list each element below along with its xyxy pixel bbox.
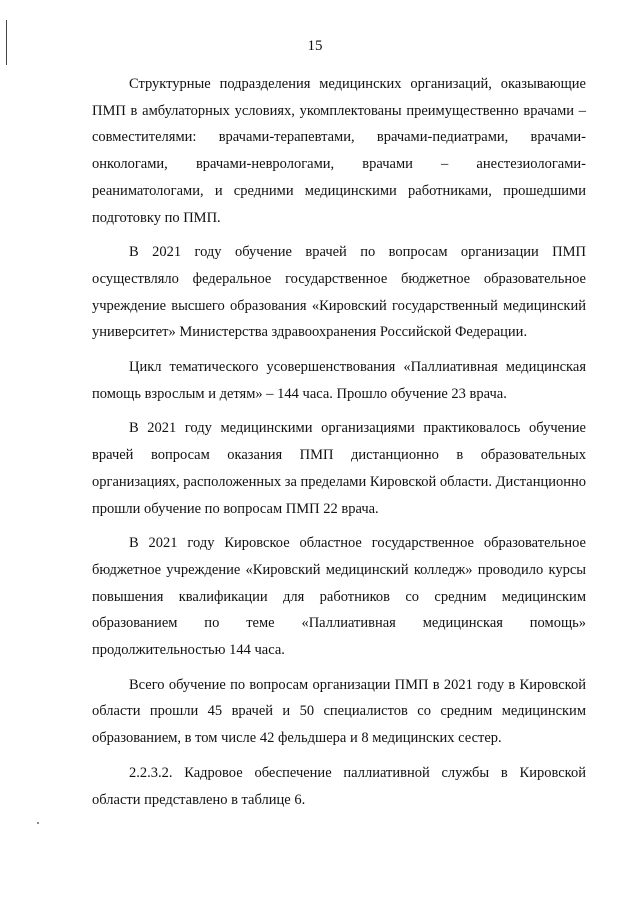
paragraph-training-cycle: Цикл тематического усовершенствования «Паллиативная медицинская помощь взрослым и детям» – 144 часа. Прошло обучение 23 врача. <box>92 359 586 402</box>
body-text <box>92 71 586 821</box>
paragraph-remote-training: В 2021 году медицинскими организациями практиковалось обучение врачей вопросам оказания ПМП дистанционно в образовательных организациях, расположенных за пределами Кировской области. Дистанционно прошли обучение по вопросам ПМП 22 врача. <box>92 420 586 517</box>
paragraph-college-courses: В 2021 году Кировское областное государственное образовательное бюджетное учреждение «Кировский медицинский колледж» проводило курсы повышения квалификации для работников со средним медицинским образованием по теме «Паллиативная медицинская помощь» продолжительностью 144 часа. <box>92 535 586 659</box>
paragraph-section-staffing: 2.2.3.2. Кадровое обеспечение паллиативной службы в Кировской области представлено в таблице 6. <box>92 764 586 808</box>
paragraph-training-totals: Всего обучение по вопросам организации ПМП в 2021 году в Кировской области прошли 45 врачей и 50 специалистов со средним медицинским образованием, в том числе 42 фельдшера и 8 медицинских сестер. <box>92 676 586 747</box>
page-number: 15 <box>307 38 323 54</box>
scan-speck-mark <box>37 822 39 824</box>
paragraph-university-training: В 2021 году обучение врачей по вопросам организации ПМП осуществляло федеральное государственное бюджетное образовательное учреждение высшего образования «Кировский государственный медицинский университет» Министерства здравоохранения Российской Федерации. <box>92 244 586 341</box>
paragraph-staffing-structure: Структурные подразделения медицинских организаций, оказывающие ПМП в амбулаторных условиях, укомплектованы преимущественно врачами – совместителями: врачами-терапевтами, врачами-педиатрами, врачами-онкологами, врачами-неврологами, врачами – анестезиологами-реаниматологами, и средними медицинскими работниками, прошедшими подготовку по ПМП. <box>92 76 586 226</box>
